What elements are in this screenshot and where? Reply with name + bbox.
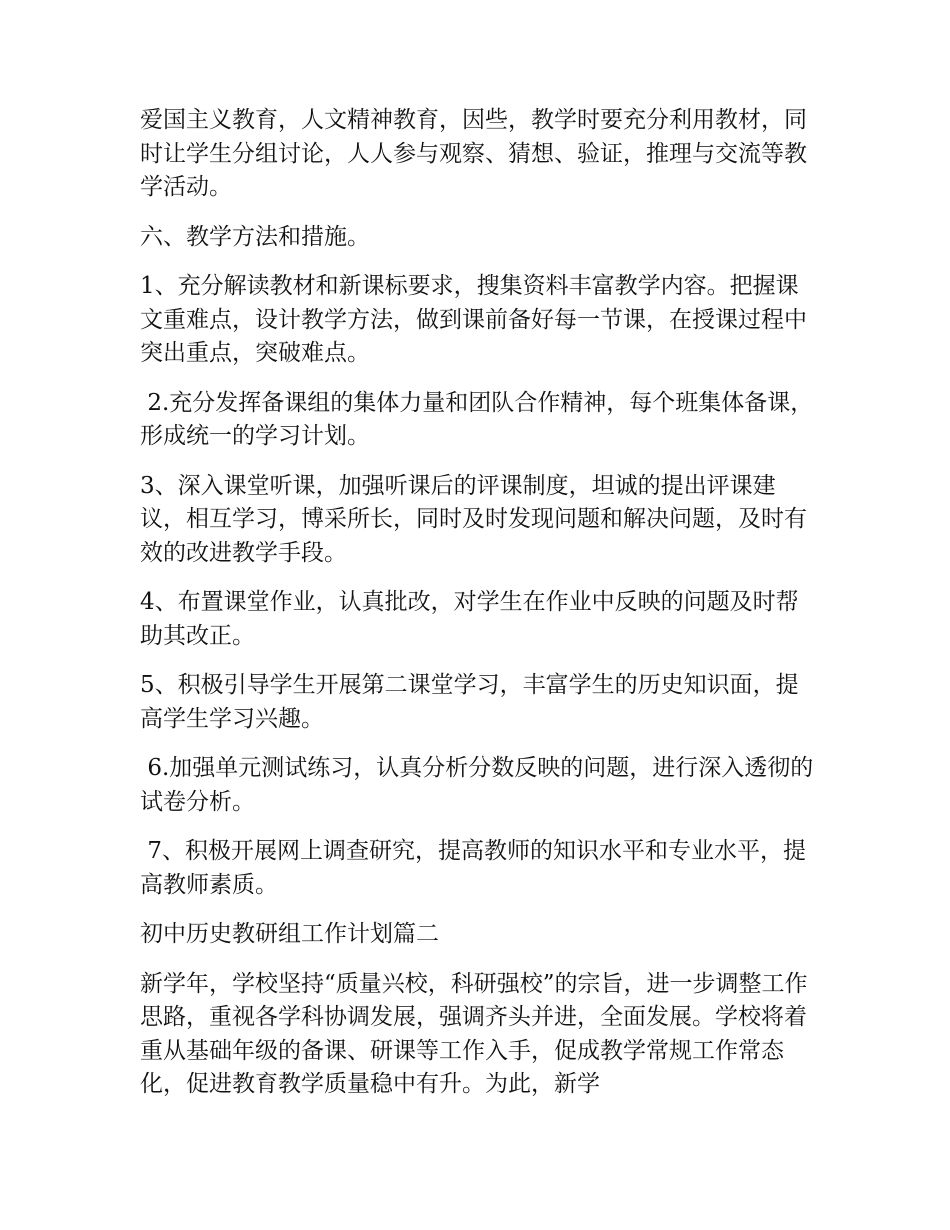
section-title-part-two: 初中历史教研组工作计划篇二 (140, 921, 439, 947)
list-item-5: 5、积极引导学生开展第二课堂学习，丰富学生的历史知识面，提高学生学习兴趣。 (140, 672, 799, 732)
paragraph-new-school-year: 新学年，学校坚持“质量兴校，科研强校”的宗旨，进一步调整工作思路，重视各学科协调发展，强调齐头并进，全面发展。学校将着重从基础年级的备课、研课等工作入手，促成教学常规工作常态化，促进教育教学质量稳中有升。为此，新学 (140, 970, 808, 1097)
list-item-3: 3、深入课堂听课，加强听课后的评课制度，坦诚的提出评课建议，相互学习，博采所长，同时及时发现问题和解决问题，及时有效的改进教学手段。 (140, 472, 807, 566)
section-heading-teaching-methods: 六、教学方法和措施。 (140, 223, 370, 250)
list-item-7: 7、积极开展网上调查研究，提高教师的知识水平和专业水平，提高教师素质。 (140, 838, 806, 898)
document-body (140, 104, 820, 1118)
paragraph-intro-continued: 爱国主义教育，人文精神教育，因些，教学时要充分利用教材，同时让学生分组讨论，人人参与观察、猜想、验证，推理与交流等教学活动。 (140, 107, 807, 200)
list-item-4: 4、布置课堂作业，认真批改，对学生在作业中反映的问题及时帮助其改正。 (140, 589, 799, 649)
list-item-2: 2.充分发挥备课组的集体力量和团队合作精神，每个班集体备课，形成统一的学习计划。 (140, 389, 814, 449)
list-item-1: 1、充分解读教材和新课标要求，搜集资料丰富教学内容。把握课文重难点，设计教学方法，做到课前备好每一节课，在授课过程中突出重点，突破难点。 (140, 273, 807, 366)
list-item-6: 6.加强单元测试练习，认真分析分数反映的问题，进行深入透彻的试卷分析。 (140, 755, 814, 815)
